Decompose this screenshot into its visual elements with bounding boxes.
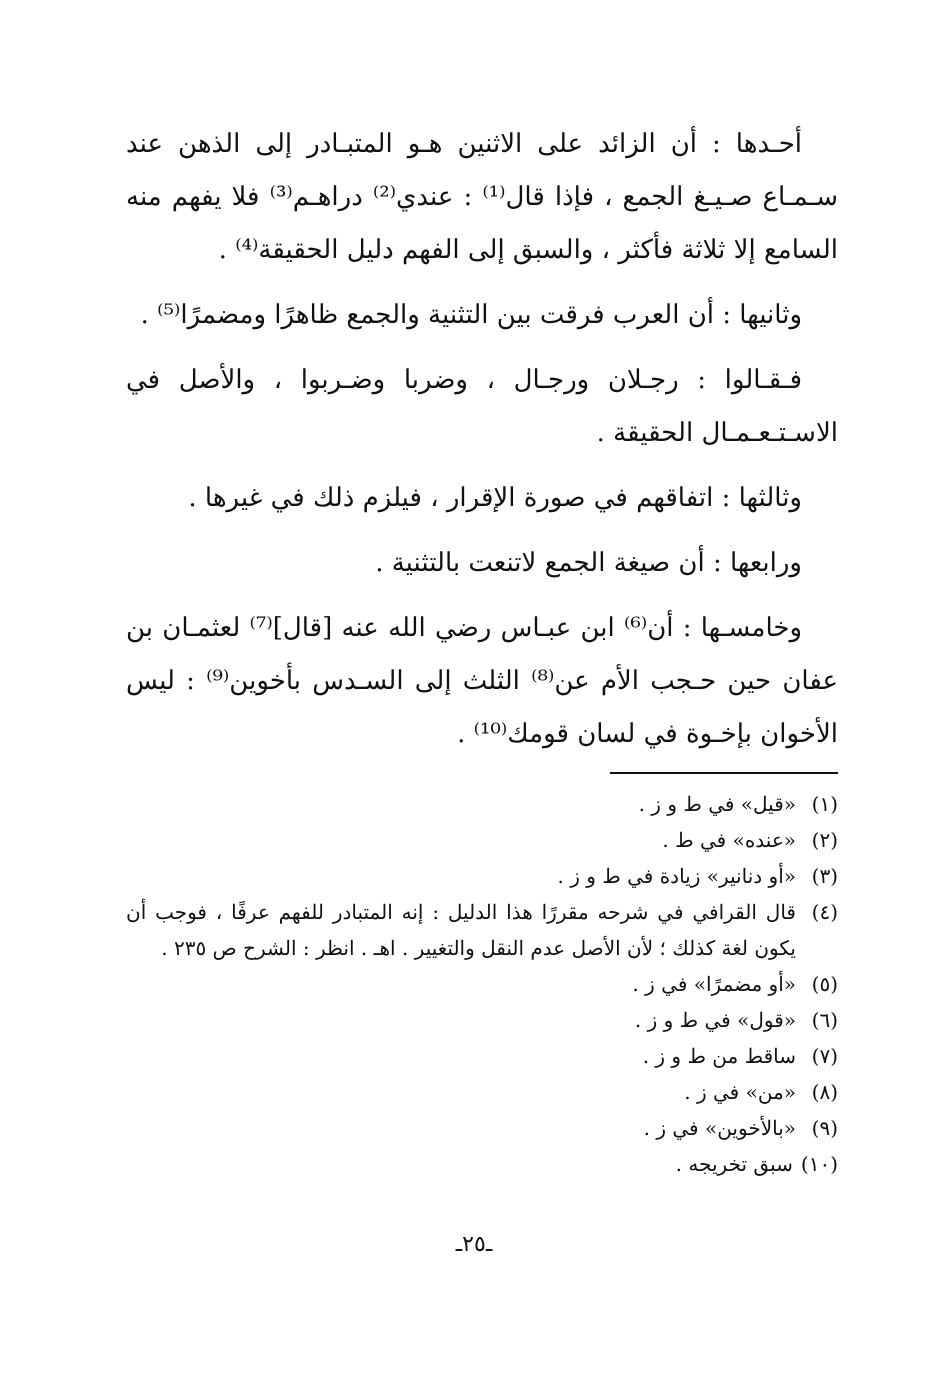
footnotes-list xyxy=(126,786,838,1182)
paragraph-first-argument: أحـدها : أن الزائد على الاثنين هـو المتبـادر إلى الذهن عند سـمـاع صـيـغ الجمع ، فإذا قال⁽¹⁾ : عندي⁽²⁾ دراهـم⁽³⁾ فلا يفهم منه السامع إلا ثلاثة فأكثر ، والسبق إلى الفهم دليل الحقيقة⁽⁴⁾ . xyxy=(126,129,838,265)
footnote-text: قال القرافي في شرحه مقررًا هذا الدليل : إنه المتبادر للفهم عرفًا ، فوجب أن يكون لغة كذلك ؛ لأن الأصل عدم النقل والتغيير . اهـ . انظر : الشرح ص ٢٣٥ . xyxy=(126,900,796,960)
footnote-number: (٤) xyxy=(811,900,838,924)
footnote-item xyxy=(126,966,838,1002)
footnote-text: «من» في ز . xyxy=(684,1080,796,1104)
footnote-divider xyxy=(610,772,838,774)
footnote-number: (٦) xyxy=(811,1008,838,1032)
footnote-number: (٣) xyxy=(811,864,838,888)
footnote-number: (١٠) xyxy=(800,1152,838,1176)
paragraph-second-argument: وثانيها : أن العرب فرقت بين التثنية والجمع ظاهرًا ومضمرًا⁽⁵⁾ . xyxy=(140,300,802,330)
page-number: ـ٢٥ـ xyxy=(455,1232,493,1257)
paragraph-third-argument: وثالثها : اتفاقهم في صورة الإقرار ، فيلزم ذلك في غيرها . xyxy=(188,483,802,513)
footnote-number: (٩) xyxy=(811,1116,838,1140)
footnote-text: «قول» في ط و ز . xyxy=(634,1008,796,1032)
footnote-item xyxy=(126,1110,838,1146)
footnote-text: «بالأخوين» في ز . xyxy=(643,1116,796,1140)
paragraph-fifth-argument: وخامسـها : أن⁽⁶⁾ ابن عبـاس رضي الله عنه [قال]⁽⁷⁾ لعثمـان بن عفان حين حـجب الأم عن⁽⁸⁾ الثلث إلى السـدس بأخوين⁽⁹⁾ : ليس الأخوان بإخـوة في لسان قومك⁽¹⁰⁾ . xyxy=(126,613,839,749)
footnote-text: ساقط من ط و ز . xyxy=(642,1044,796,1068)
footnote-number: (١) xyxy=(811,792,838,816)
footnote-text: «عنده» في ط . xyxy=(662,828,796,852)
paragraph-fourth-argument: ورابعها : أن صيغة الجمع لاتنعت بالتثنية . xyxy=(375,548,802,578)
footnote-item xyxy=(126,786,838,822)
footnote-item xyxy=(126,1002,838,1038)
footnote-number: (٢) xyxy=(811,828,838,852)
footnote-text: «أو مضمرًا» في ز . xyxy=(632,972,796,996)
paragraph-second-argument-continued: فـقـالوا : رجـلان ورجـال ، وضربا وضـربوا ، والأصل في الاسـتـعـمـال الحقيقة . xyxy=(126,365,838,448)
footnote-text: سبق تخريجه . xyxy=(675,1152,793,1176)
footnote-number: (٧) xyxy=(811,1044,838,1068)
footnote-number: (٥) xyxy=(811,972,838,996)
footnote-item xyxy=(126,858,838,894)
footnote-item xyxy=(126,894,838,966)
footnote-number: (٨) xyxy=(811,1080,838,1104)
footnote-item xyxy=(126,1146,838,1182)
footnote-text: «قيل» في ط و ز . xyxy=(638,792,796,816)
footnote-text: «أو دنانير» زيادة في ط و ز . xyxy=(557,864,796,888)
footnote-item xyxy=(126,822,838,858)
footnote-item xyxy=(126,1038,838,1074)
footnote-item xyxy=(126,1074,838,1110)
main-text xyxy=(126,118,838,761)
